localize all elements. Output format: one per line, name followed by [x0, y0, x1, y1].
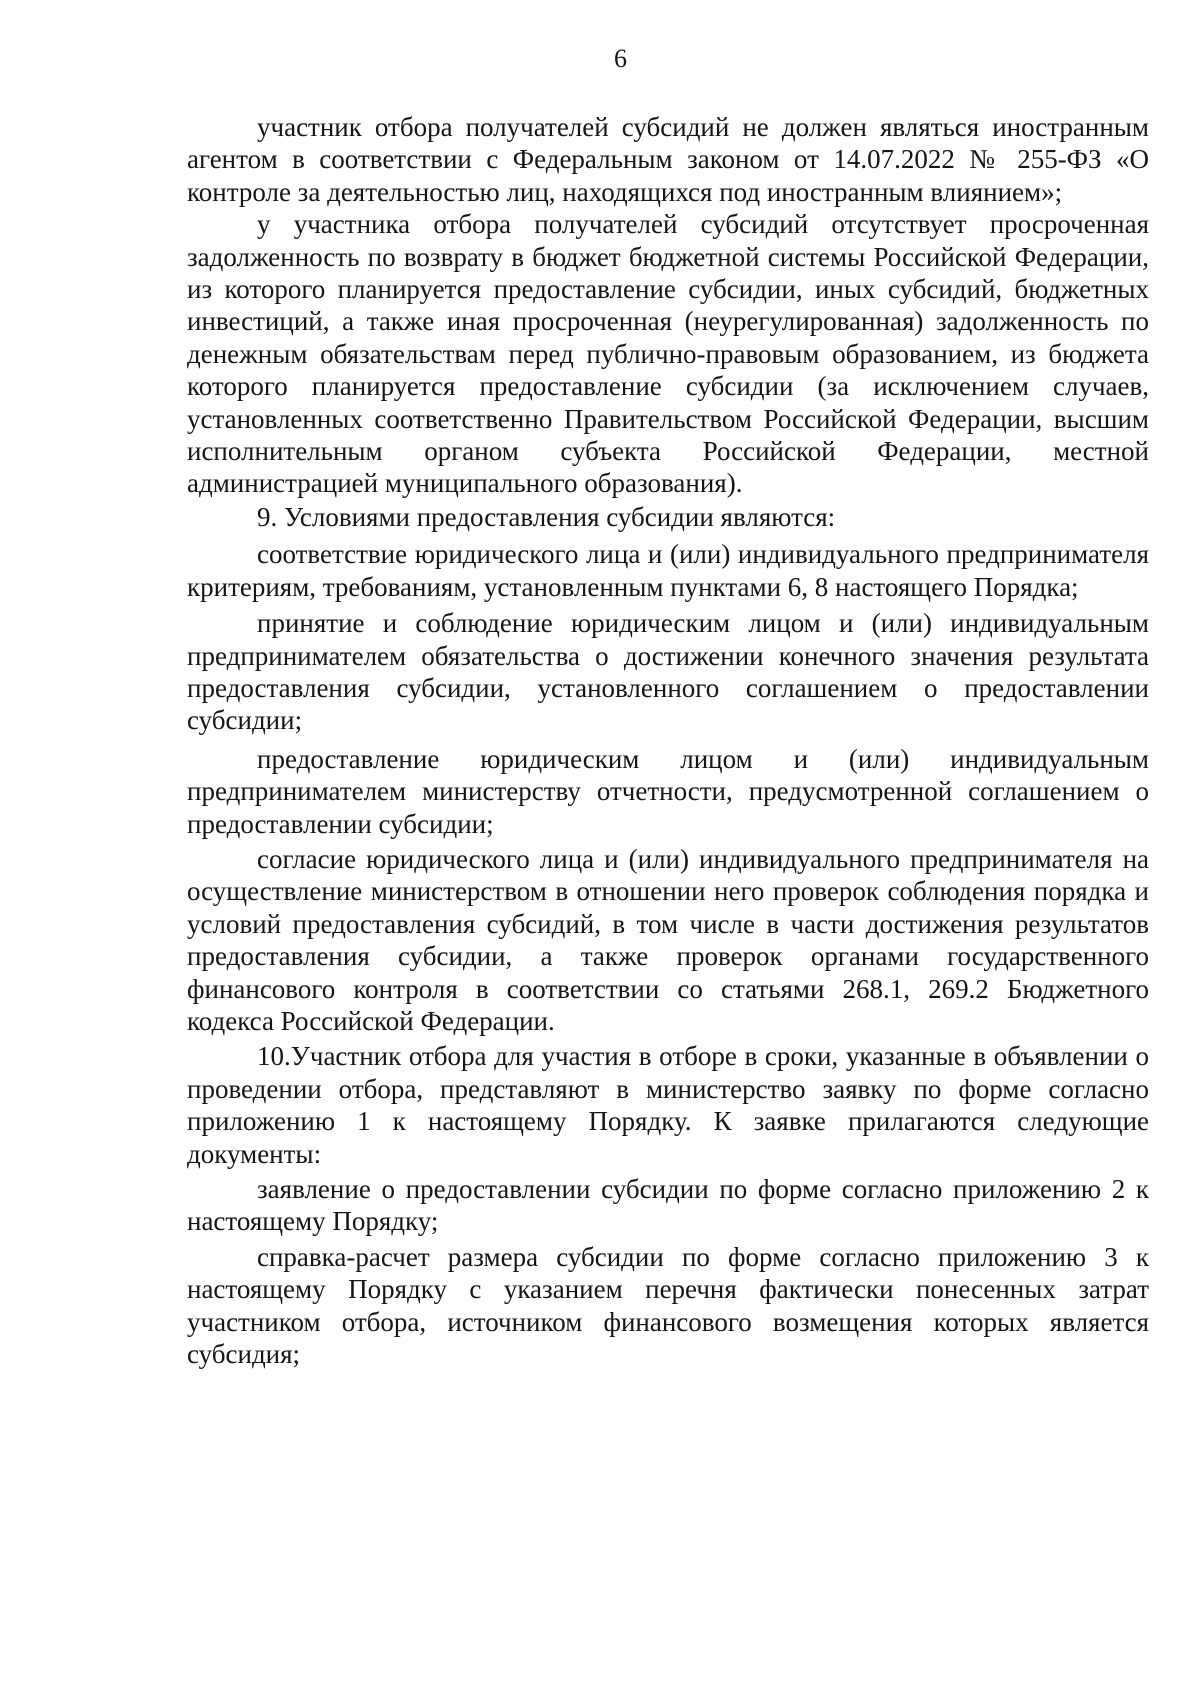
- paragraph-criteria-compliance: соответствие юридического лица и (или) индивидуального предпринимателя критериям, требованиям, установленным пунктами 6, 8 настоящего Порядка;: [187, 539, 1149, 602]
- paragraph-calculation-certificate: справка-расчет размера субсидии по форме согласно приложению 3 к настоящему Порядку с указанием перечня фактически понесенных затрат участником отбора, источником финансового возмещения которых является субсидия;: [187, 1241, 1149, 1370]
- paragraph-section-10-application: 10.Участник отбора для участия в отборе в сроки, указанные в объявлении о проведении отбора, представляют в министерство заявку по форме согласно приложению 1 к настоящему Порядку. К заявке прилагаются следующие документы:: [187, 1041, 1149, 1169]
- paragraph-audit-consent: согласие юридического лица и (или) индивидуального предпринимателя на осуществление министерством в отношении него проверок соблюдения порядка и условий предоставления субсидий, в том числе в части достижения результатов предоставления субсидии, а также проверок органами государственного финансового контроля в соответствии со статьями 268.1, 269.2 Бюджетного кодекса Российской Федерации.: [187, 843, 1149, 1036]
- paragraph-result-obligation: принятие и соблюдение юридическим лицом и (или) индивидуальным предпринимателем обязательства о достижении конечного значения результата предоставления субсидии, установленного соглашением о предоставлении субсидии;: [187, 608, 1149, 736]
- paragraph-section-9-heading: 9. Условиями предоставления субсидии являются:: [257, 501, 836, 532]
- paragraph-subsidy-statement: заявление о предоставлении субсидии по форме согласно приложению 2 к настоящему Порядку;: [187, 1174, 1149, 1237]
- page-number: 6: [614, 44, 627, 73]
- paragraph-foreign-agent-requirement: участник отбора получателей субсидий не должен являться иностранным агентом в соответствии с Федеральным законом от 14.07.2022 № 255-ФЗ «О контроле за деятельностью лиц, находящихся под иностранным влиянием»;: [187, 112, 1149, 207]
- paragraph-reporting: предоставление юридическим лицом и (или) индивидуальным предпринимателем министерству отчетности, предусмотренной соглашением о предоставлении субсидии;: [187, 743, 1149, 839]
- document-body: [187, 111, 1149, 1370]
- paragraph-overdue-debt-requirement: у участника отбора получателей субсидий отсутствует просроченная задолженность по возврату в бюджет бюджетной системы Российской Федерации, из которого планируется предоставление субсидии, иных субсидий, бюджетных инвестиций, а также иная просроченная (неурегулированная) задолженность по денежным обязательствам перед публично-правовым образованием, из бюджета которого планируется предоставление субсидии (за исключением случаев, установленных соответственно Правительством Российской Федерации, высшим исполнительным органом субъекта Российской Федерации, местной администрацией муниципального образования).: [187, 209, 1149, 499]
